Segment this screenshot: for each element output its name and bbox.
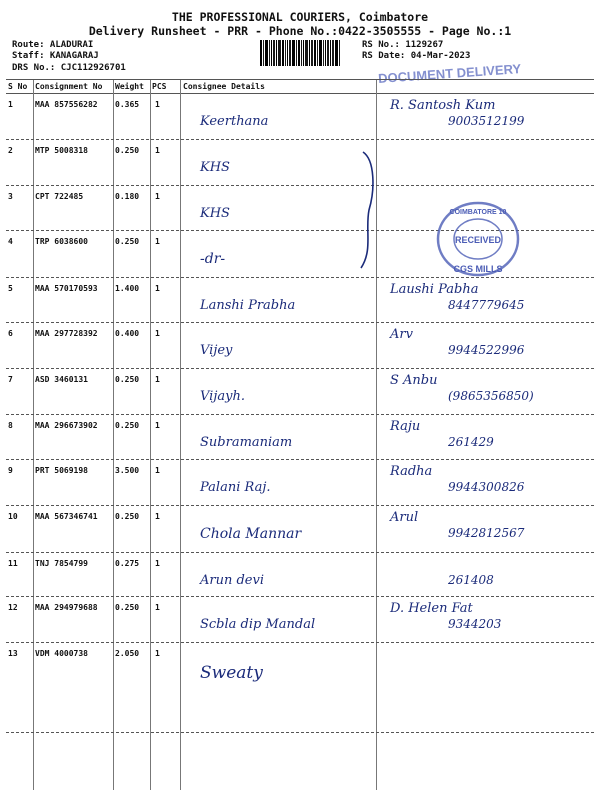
col-header-consignee: Consignee Details: [183, 82, 265, 91]
barcode-bar: [309, 40, 310, 66]
row-receiver-phone: 9944522996: [448, 343, 525, 357]
row-divider: [6, 368, 594, 369]
barcode-bar: [273, 40, 275, 66]
row-weight: 2.050: [115, 649, 140, 658]
row-receiver-signature: Arul: [390, 510, 419, 525]
route-label: Route: ALADURAI: [12, 40, 94, 50]
document-delivery-stamp: DOCUMENT DELIVERY: [377, 61, 522, 86]
stamp-inner-text: RECEIVED: [454, 235, 502, 245]
row-weight: 0.400: [115, 329, 140, 338]
barcode-bar: [303, 40, 304, 66]
row-consignment-no: TRP 6038600: [35, 237, 88, 246]
barcode-bar: [289, 40, 291, 66]
barcode-bar: [296, 40, 297, 66]
row-weight: 0.250: [115, 237, 140, 246]
barcode-bar: [301, 40, 302, 66]
row-consignment-no: MAA 857556282: [35, 100, 98, 109]
barcode-bar: [332, 40, 334, 66]
row-pcs: 1: [155, 421, 160, 430]
barcode: [260, 40, 356, 66]
row-pcs: 1: [155, 237, 160, 246]
barcode-bar: [311, 40, 313, 66]
row-consignment-no: TNJ 7854799: [35, 559, 88, 568]
row-consignment-no: MAA 297728392: [35, 329, 98, 338]
row-pcs: 1: [155, 192, 160, 201]
row-divider: [6, 459, 594, 460]
column-divider: [113, 80, 114, 790]
row-weight: 0.250: [115, 375, 140, 384]
row-weight: 0.250: [115, 421, 140, 430]
barcode-bar: [282, 40, 284, 66]
row-consignee-handwritten: Arun devi: [200, 573, 264, 588]
rs-no-label: RS No.: 1129267: [362, 40, 444, 50]
row-consignee-handwritten: KHS: [200, 206, 230, 221]
row-consignment-no: MAA 294979688: [35, 603, 98, 612]
row-consignee-handwritten: Chola Mannar: [200, 526, 302, 542]
row-receiver-phone: 261429: [448, 435, 494, 449]
row-consignment-no: MTP 5008318: [35, 146, 88, 155]
barcode-bar: [265, 40, 268, 66]
row-divider: [6, 732, 594, 733]
row-consignee-handwritten: KHS: [200, 160, 230, 175]
row-divider: [6, 322, 594, 323]
row-sno: 12: [8, 603, 18, 612]
stamp-side-text: COIMBATORE 10: [449, 209, 507, 216]
stamp-ring-text: CGS MILLS: [453, 264, 503, 274]
row-weight: 0.275: [115, 559, 140, 568]
row-receiver-phone: 9944300826: [448, 480, 525, 494]
row-receiver-signature: Radha: [390, 464, 433, 479]
staff-label: Staff: KANAGARAJ: [12, 51, 99, 61]
barcode-bar: [325, 40, 326, 66]
barcode-bar: [271, 40, 272, 66]
runsheet-subtitle: Delivery Runsheet - PRR - Phone No.:0422-3505555 - Page No.:1: [88, 24, 512, 38]
row-weight: 0.250: [115, 512, 140, 521]
company-title: THE PROFESSIONAL COURIERS, Coimbatore: [171, 10, 429, 24]
row-receiver-phone: 9344203: [448, 617, 502, 631]
row-divider: [6, 596, 594, 597]
col-header-consignment: Consignment No: [35, 82, 103, 91]
row-divider: [6, 552, 594, 553]
row-sno: 8: [8, 421, 13, 430]
row-sno: 10: [8, 512, 18, 521]
table-top-border: [6, 79, 594, 80]
row-receiver-phone: 261408: [448, 573, 494, 587]
row-divider: [6, 414, 594, 415]
row-pcs: 1: [155, 146, 160, 155]
row-consignee-handwritten: Lanshi Prabha: [200, 298, 296, 313]
row-consignment-no: MAA 567346741: [35, 512, 98, 521]
barcode-bar: [317, 40, 318, 66]
drs-label: DRS No.: CJC112926701: [12, 63, 126, 73]
row-consignment-no: ASD 3460131: [35, 375, 88, 384]
row-pcs: 1: [155, 329, 160, 338]
row-sno: 11: [8, 559, 18, 568]
row-receiver-signature: Arv: [390, 327, 413, 342]
row-pcs: 1: [155, 603, 160, 612]
row-sno: 3: [8, 192, 13, 201]
barcode-bar: [335, 40, 338, 66]
row-receiver-signature: D. Helen Fat: [390, 601, 473, 616]
column-divider: [180, 80, 181, 790]
row-receiver-phone: 8447779645: [448, 298, 525, 312]
row-consignee-handwritten: Palani Raj.: [200, 480, 271, 495]
row-pcs: 1: [155, 284, 160, 293]
barcode-bar: [339, 40, 340, 66]
row-sno: 4: [8, 237, 13, 246]
row-receiver-signature: S Anbu: [390, 373, 438, 388]
row-divider: [6, 505, 594, 506]
barcode-bar: [285, 40, 286, 66]
received-seal-stamp: [435, 200, 521, 278]
row-consignment-no: VDM 4000738: [35, 649, 88, 658]
row-pcs: 1: [155, 512, 160, 521]
row-weight: 0.250: [115, 146, 140, 155]
row-receiver-signature: R. Santosh Kum: [390, 98, 496, 113]
barcode-bar: [330, 40, 331, 66]
row-receiver-phone: 9942812567: [448, 526, 525, 540]
row-consignee-handwritten: Vijayh.: [200, 389, 245, 404]
barcode-bar: [314, 40, 316, 66]
row-weight: 1.400: [115, 284, 140, 293]
barcode-bar: [292, 40, 295, 66]
column-divider: [33, 80, 34, 790]
barcode-bar: [260, 40, 262, 66]
col-header-sno: S No: [8, 82, 28, 91]
barcode-bar: [305, 40, 308, 66]
row-consignee-handwritten: -dr-: [200, 251, 226, 267]
bracket-scrawl: [355, 150, 385, 270]
barcode-bar: [327, 40, 329, 66]
row-consignment-no: CPT 722485: [35, 192, 84, 201]
row-sno: 2: [8, 146, 13, 155]
row-consignee-handwritten: Keerthana: [200, 114, 269, 129]
row-consignee-handwritten: Subramaniam: [200, 435, 293, 450]
row-receiver-signature: Laushi Pabha: [390, 282, 479, 297]
row-divider: [6, 642, 594, 643]
row-pcs: 1: [155, 559, 160, 568]
row-weight: 0.180: [115, 192, 140, 201]
row-pcs: 1: [155, 649, 160, 658]
barcode-bar: [298, 40, 300, 66]
row-weight: 3.500: [115, 466, 140, 475]
barcode-bar: [276, 40, 277, 66]
row-consignee-handwritten: Scbla dip Mandal: [200, 617, 316, 632]
row-sno: 7: [8, 375, 13, 384]
row-divider: [6, 139, 594, 140]
row-receiver-signature: Raju: [390, 419, 421, 434]
row-consignment-no: PRT 5069198: [35, 466, 88, 475]
barcode-bar: [319, 40, 322, 66]
row-weight: 0.250: [115, 603, 140, 612]
barcode-bar: [263, 40, 264, 66]
col-header-weight: Weight: [115, 82, 144, 91]
row-consignee-handwritten: Sweaty: [200, 663, 263, 683]
row-receiver-phone: (9865356850): [448, 389, 534, 403]
col-header-pcs: PCS: [152, 82, 167, 91]
row-consignment-no: MAA 296673902: [35, 421, 98, 430]
header-bottom-border: [6, 93, 594, 94]
row-consignment-no: MAA 570170593: [35, 284, 98, 293]
row-consignee-handwritten: Vijey: [200, 343, 233, 358]
row-sno: 13: [8, 649, 18, 658]
row-sno: 6: [8, 329, 13, 338]
row-receiver-phone: 9003512199: [448, 114, 525, 128]
barcode-bar: [278, 40, 281, 66]
rs-date-label: RS Date: 04-Mar-2023: [362, 51, 471, 61]
column-divider: [150, 80, 151, 790]
row-sno: 9: [8, 466, 13, 475]
row-sno: 5: [8, 284, 13, 293]
barcode-bar: [287, 40, 288, 66]
barcode-bar: [269, 40, 270, 66]
barcode-bar: [323, 40, 324, 66]
row-pcs: 1: [155, 466, 160, 475]
row-divider: [6, 185, 594, 186]
row-weight: 0.365: [115, 100, 140, 109]
row-pcs: 1: [155, 375, 160, 384]
row-sno: 1: [8, 100, 13, 109]
row-pcs: 1: [155, 100, 160, 109]
